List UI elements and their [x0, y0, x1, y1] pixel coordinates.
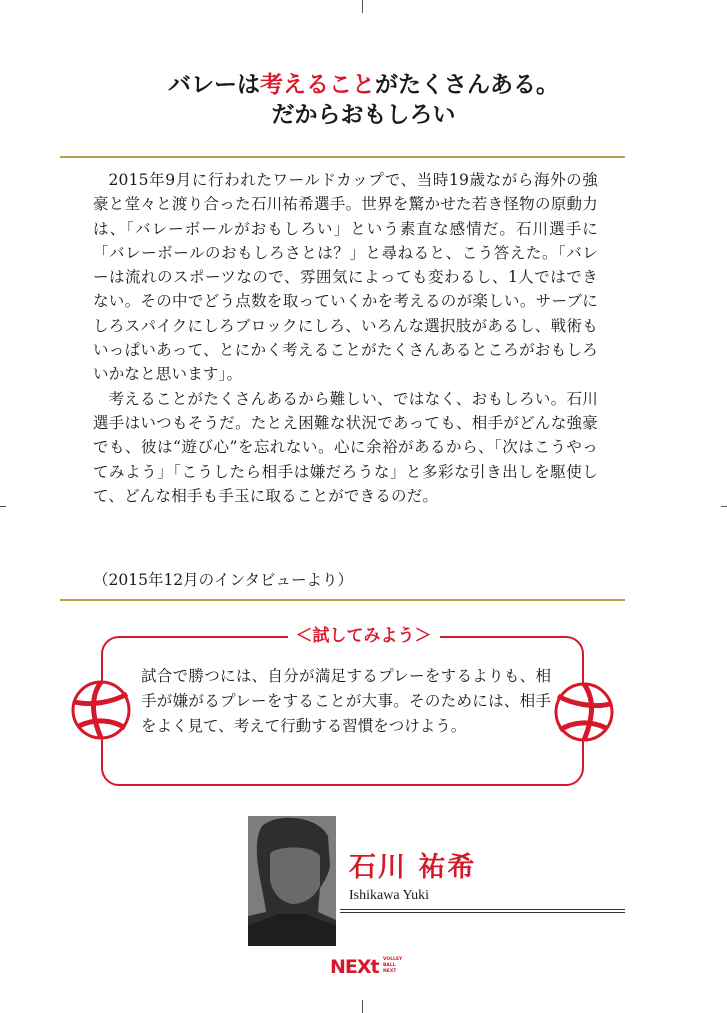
article-source: （2015年12月のインタビューより）	[93, 571, 354, 589]
try-box-title-text: ＜試してみよう＞	[288, 626, 440, 646]
volleyball-icon	[554, 682, 614, 742]
try-box-text: 試合で勝つには、自分が満足するプレーをするよりも、相手が嫌がるプレーをすることが大事。そのためには、相手をよく見て、考えて行動する習慣をつけよう。	[141, 667, 551, 735]
name-underline	[340, 912, 625, 913]
player-photo	[248, 816, 336, 946]
logo-main-text: NEXt	[330, 956, 379, 978]
title-text: バレーは	[168, 72, 260, 98]
article-paragraph: 考えることがたくさんあるから難しい、ではなく、おもしろい。石川選手はいつもそうだ。たとえ困難な状況であっても、相手がどんな強豪でも、彼は“遊び心”を忘れない。心に余裕があるから、「次はこうやってみよう」「こうしたら相手は嫌だろうな」と多彩な引き出しを駆使して、どんな相手も手玉に取ることができるのだ。	[93, 389, 598, 505]
volleyball-icon	[71, 680, 131, 740]
divider-bottom	[60, 599, 625, 601]
crop-mark	[362, 0, 363, 13]
name-underline	[340, 909, 625, 910]
logo-sub-text: VOLLEY BALL NEXT	[383, 957, 403, 974]
article-paragraph: 2015年9月に行われたワールドカップで、当時19歳ながら海外の強豪と堂々と渡り合った石川祐希選手。世界を驚かせた若き怪物の原動力は、「バレーボールがおもしろい」という素直な感情だ。石川選手に「バレーボールのおもしろさとは？」と尋ねると、こう答えた。「バレーは流れのスポーツなので、雰囲気によっても変わるし、1人ではできない。その中でどう点数を取っていくかを考えるのが楽しい。サーブにしろスパイクにしろブロックにしろ、いろんな選択肢があるし、戦術もいっぱいあって、とにかく考えることがたくさんあるところがおもしろいかなと思います」。	[93, 171, 598, 384]
page-subtitle: だからおもしろい	[271, 102, 456, 128]
page-title	[0, 70, 727, 100]
player-name-en: Ishikawa Yuki	[349, 888, 429, 903]
title-text: がたくさんある。	[375, 72, 559, 98]
next-logo	[330, 955, 410, 979]
crop-mark	[721, 506, 727, 507]
title-highlight: 考えること	[260, 72, 375, 98]
player-silhouette	[248, 816, 336, 946]
article-body	[93, 168, 598, 508]
crop-mark	[0, 506, 6, 507]
crop-mark	[362, 1000, 363, 1013]
divider-top	[60, 156, 625, 158]
player-name-jp: 石川 祐希	[349, 852, 477, 883]
try-box-title	[0, 624, 727, 648]
